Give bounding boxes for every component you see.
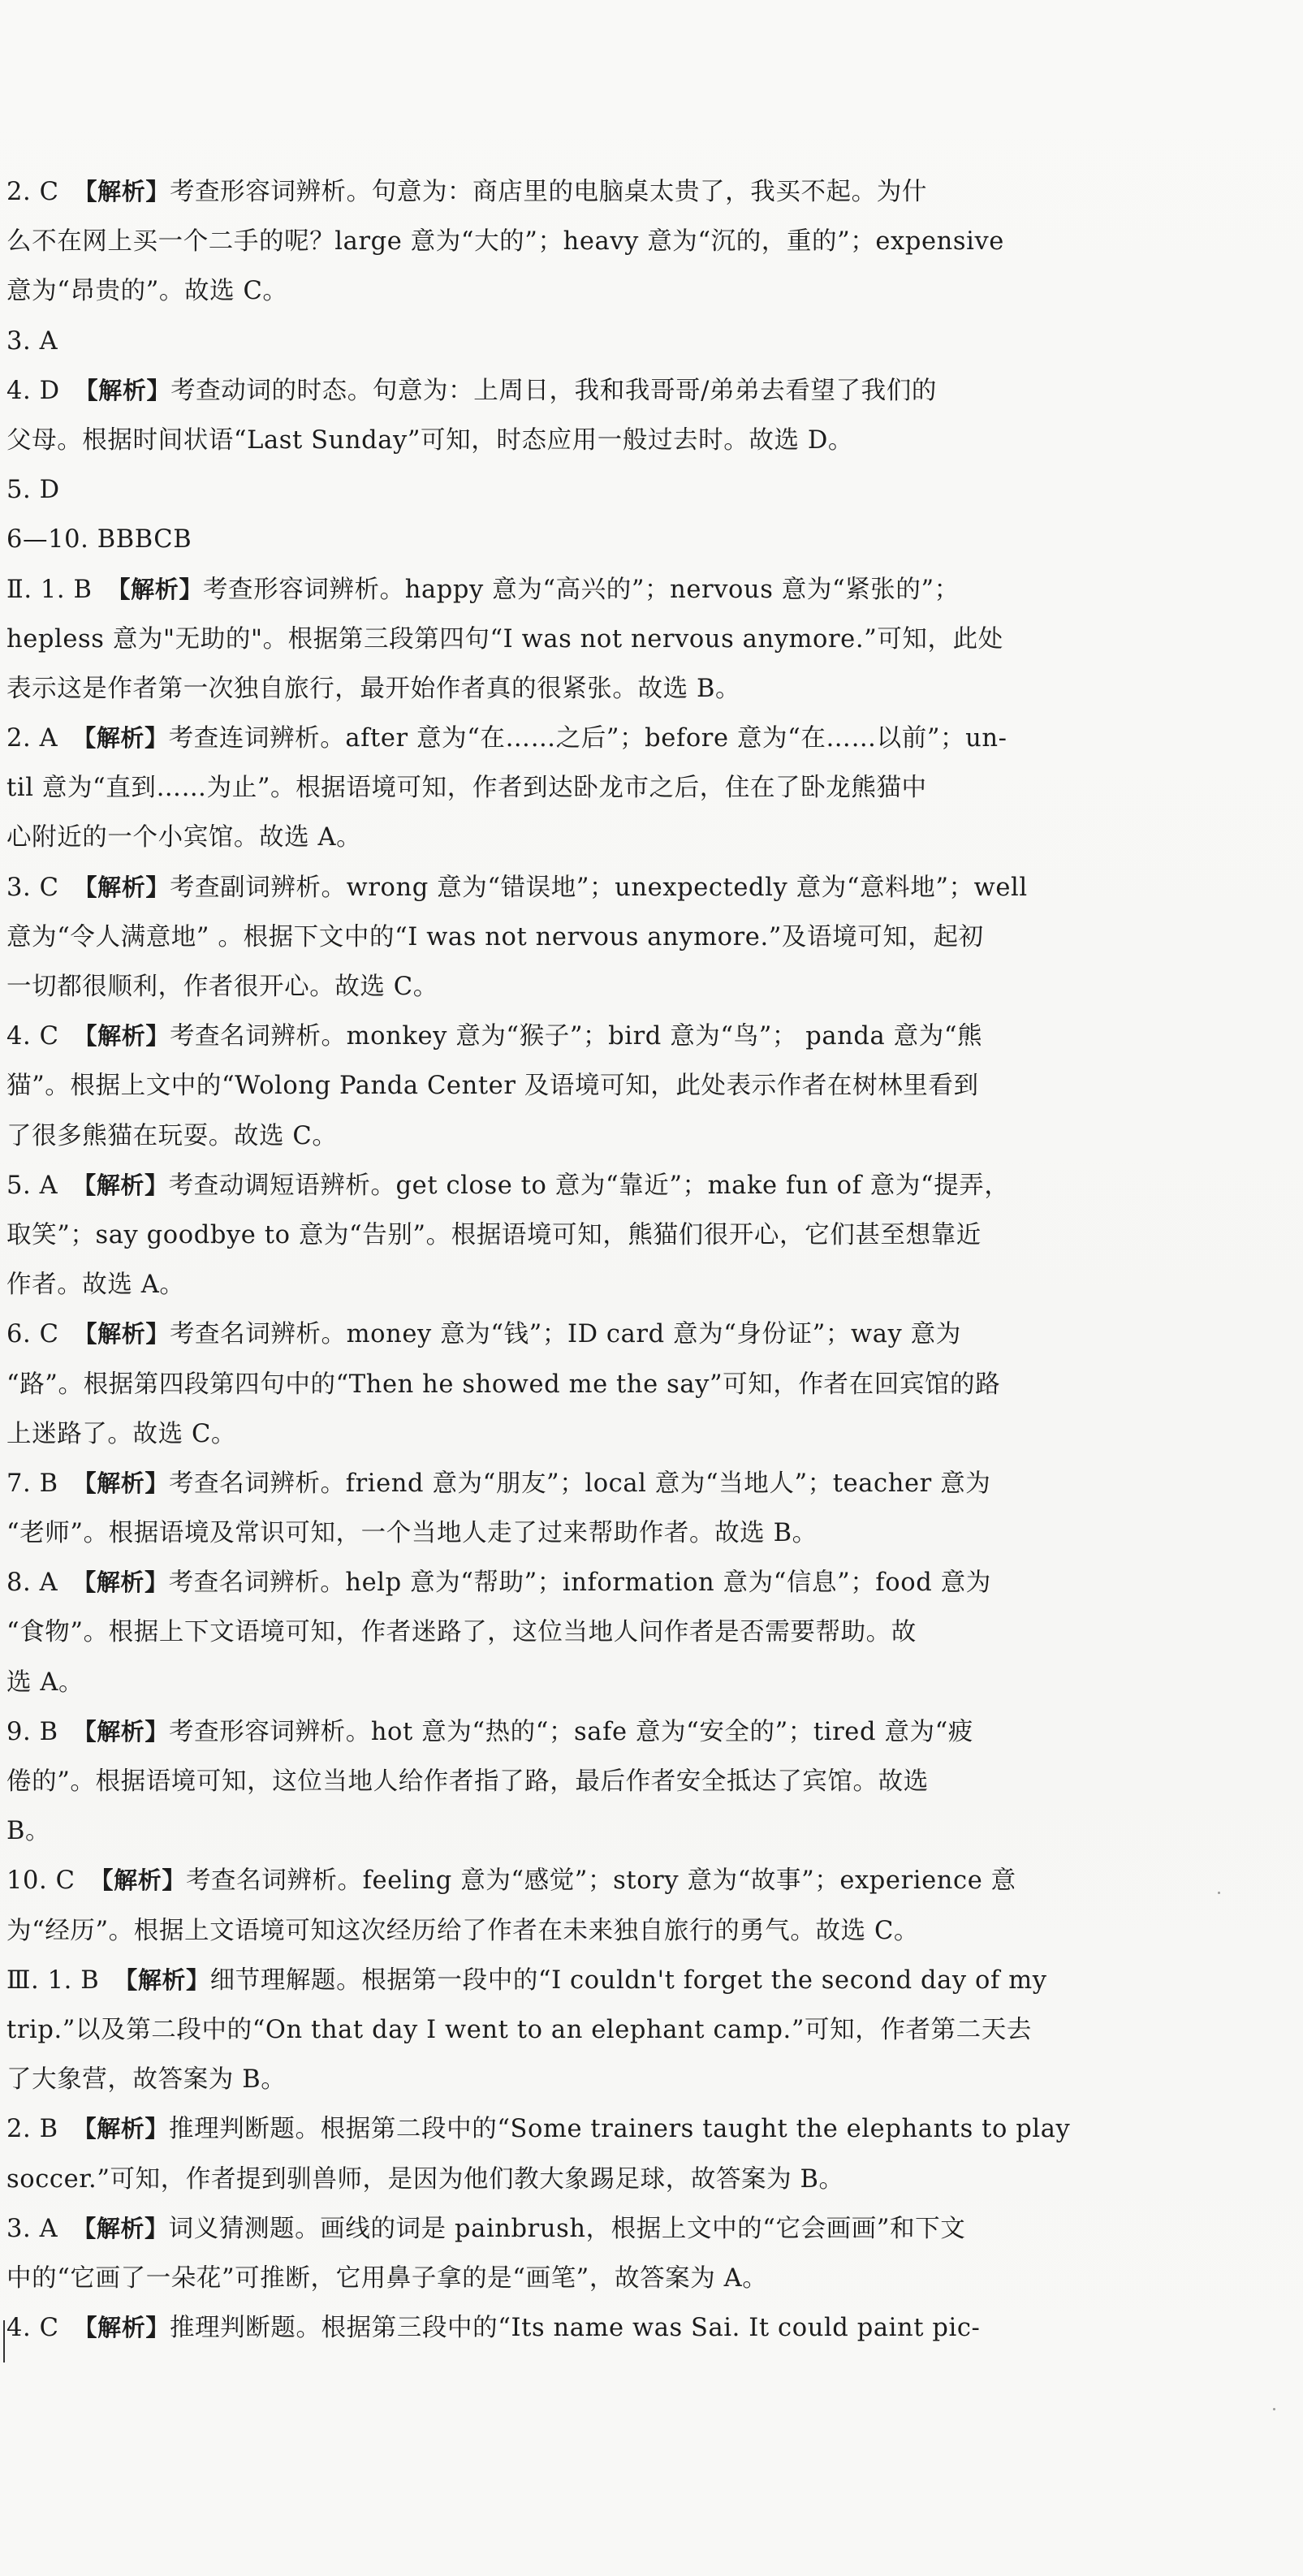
text-line (6, 1260, 1039, 1310)
question-number: 2. A (6, 724, 58, 753)
explanation-text: 考查名词辨析。friend 意为“朋友”；local 意为“当地人”；teacher 意为 (169, 1469, 991, 1498)
question-number: 5. A (6, 1171, 58, 1200)
text-line (6, 1111, 1039, 1161)
question-number: 6—10. BBBCB (6, 525, 192, 554)
text-line (6, 2055, 1039, 2104)
question-number: Ⅱ. 1. B (6, 575, 93, 604)
explanation-text: 了很多熊猫在玩耍。故选 C。 (6, 1121, 338, 1150)
text-line (6, 1061, 1039, 1111)
text-line (6, 167, 1039, 217)
text-line (6, 1757, 1039, 1806)
answer-explanations (6, 167, 1071, 2353)
text-line (6, 1161, 1039, 1210)
explanation-text: 意为“昂贵的”。故选 C。 (6, 277, 288, 306)
analysis-tag: 【解析】 (73, 873, 170, 901)
text-line (6, 1409, 1039, 1459)
text-line (6, 317, 1039, 366)
explanation-text: 上迷路了。故选 C。 (6, 1419, 237, 1448)
explanation-text: 考查名词辨析。feeling 意为“感觉”；story 意为“故事”；experience 意 (185, 1866, 1016, 1896)
analysis-tag: 【解析】 (114, 1965, 210, 1994)
text-line (6, 863, 1039, 913)
text-line (6, 714, 1039, 763)
explanation-text: 父母。根据时间状语“Last Sunday”可知，时态应用一般过去时。故选 D。 (6, 425, 853, 455)
explanation-text: 倦的”。根据语境可知，这位当地人给作者指了路，最后作者安全抵达了宾馆。故选 (6, 1767, 929, 1796)
explanation-text: 了大象营，故答案为 B。 (6, 2065, 287, 2095)
scan-speck (1273, 2408, 1275, 2410)
text-line (6, 1310, 1039, 1359)
scan-speck (1218, 1892, 1220, 1894)
analysis-tag: 【解析】 (73, 1320, 170, 1348)
explanation-text: til 意为“直到……为止”。根据语境可知，作者到达卧龙市之后，住在了卧龙熊猫中 (6, 774, 927, 803)
text-line (6, 1856, 1039, 1905)
text-line (6, 217, 1039, 266)
text-line (6, 2254, 1039, 2303)
analysis-tag: 【解析】 (74, 376, 171, 404)
analysis-tag: 【解析】 (73, 2314, 170, 2342)
text-line (6, 1806, 1039, 1856)
analysis-tag: 【解析】 (72, 1568, 169, 1597)
analysis-tag: 【解析】 (106, 575, 203, 603)
question-number: 3. A (6, 326, 58, 356)
explanation-text: soccer.”可知，作者提到驯兽师，是因为他们教大象踢足球，故答案为 B。 (6, 2164, 844, 2194)
text-line (6, 1558, 1039, 1607)
text-line (6, 1210, 1039, 1260)
text-line (6, 366, 1039, 416)
explanation-text: 考查形容词辨析。hot 意为“热的“；safe 意为“安全的”；tired 意为“疲 (169, 1717, 973, 1746)
question-number: 2. B (6, 2115, 58, 2144)
explanation-text: 考查名词辨析。monkey 意为“猴子”；bird 意为“鸟”； panda 意为“熊 (169, 1022, 983, 1051)
analysis-tag: 【解析】 (72, 2214, 169, 2242)
explanation-text: 细节理解题。根据第一段中的“I couldn't forget the second day of my (209, 1965, 1047, 1995)
question-number: 3. C (6, 873, 59, 902)
explanation-text: 考查名词辨析。money 意为“钱”；ID card 意为“身份证”；way 意为 (169, 1320, 961, 1349)
text-line (6, 2303, 1039, 2353)
question-number: Ⅲ. 1. B (6, 1965, 100, 1995)
explanation-text: 表示这是作者第一次独自旅行，最开始作者真的很紧张。故选 B。 (6, 674, 741, 703)
explanation-text: trip.”以及第二段中的“On that day I went to an elephant camp.”可知，作者第二天去 (6, 2015, 1032, 2044)
explanation-text: 为“经历”。根据上文语境可知这次经历给了作者在未来独自旅行的勇气。故选 C。 (6, 1916, 920, 1945)
text-line (6, 1956, 1047, 2005)
question-number: 2. C (6, 178, 59, 206)
explanation-text: 考查形容词辨析。happy 意为“高兴的”；nervous 意为“紧张的”； (202, 575, 960, 604)
explanation-text: 推理判断题。根据第二段中的“Some trainers taught the elephants to play (169, 2115, 1071, 2144)
text-line (6, 1658, 1039, 1707)
analysis-tag: 【解析】 (72, 1717, 170, 1745)
question-number: 5. D (6, 476, 60, 505)
explanation-text: “老师”。根据语境及常识可知，一个当地人走了过来帮助作者。故选 B。 (6, 1519, 818, 1548)
text-line (6, 813, 1039, 862)
explanation-text: “路”。根据第四段第四句中的“Then he showed me the say”可知，作者在回宾馆的路 (6, 1370, 1001, 1399)
analysis-tag: 【解析】 (89, 1866, 186, 1895)
question-number: 4. C (6, 1022, 59, 1051)
text-line (6, 1607, 1039, 1657)
analysis-tag: 【解析】 (72, 724, 169, 753)
explanation-text: 选 A。 (6, 1668, 84, 1697)
question-number: 6. C (6, 1320, 59, 1349)
explanation-text: 作者。故选 A。 (6, 1271, 185, 1300)
explanation-text: hepless 意为"无助的"。根据第三段第四句“I was not nervous anymore.”可知，此处 (6, 624, 1003, 654)
analysis-tag: 【解析】 (72, 1171, 169, 1199)
text-line (6, 2204, 1039, 2254)
text-line (6, 763, 1039, 813)
question-number: 10. C (6, 1866, 76, 1896)
explanation-text: 考查名词辨析。help 意为“帮助”；information 意为“信息”；food 意为 (168, 1568, 991, 1598)
text-line (6, 615, 1039, 664)
question-number: 9. B (6, 1717, 58, 1746)
text-line (6, 416, 1039, 465)
text-line (6, 515, 1039, 564)
analysis-tag: 【解析】 (73, 178, 170, 205)
text-line (6, 565, 1039, 615)
explanation-text: 中的“它画了一朵花”可推断，它用鼻子拿的是“画笔”，故答案为 A。 (6, 2263, 768, 2293)
explanation-text: 考查动词的时态。句意为：上周日，我和我哥哥/弟弟去看望了我们的 (170, 376, 937, 405)
text-line (6, 1508, 1039, 1558)
analysis-tag: 【解析】 (72, 2115, 170, 2143)
explanation-text: 意为“令人满意地” 。根据下文中的“I was not nervous anymore.”及语境可知，起初 (6, 922, 984, 951)
explanation-text: 考查副词辨析。wrong 意为“错误地”；unexpectedly 意为“意料地”；well (169, 873, 1028, 902)
text-line (6, 1906, 1039, 1956)
explanation-text: 心附近的一个小宾馆。故选 A。 (6, 823, 362, 852)
margin-rule (3, 2320, 5, 2362)
text-line (6, 1707, 1039, 1757)
explanation-text: 一切都很顺利，作者很开心。故选 C。 (6, 973, 438, 1001)
explanation-text: “食物”。根据上下文语境可知，作者迷路了，这位当地人问作者是否需要帮助。故 (6, 1618, 917, 1647)
text-line (6, 1012, 1039, 1061)
question-number: 8. A (6, 1568, 58, 1598)
text-line (6, 1459, 1039, 1508)
explanation-text: 词义猜测题。画线的词是 painbrush，根据上文中的“它会画画”和下文 (168, 2214, 966, 2243)
explanation-text: 推理判断题。根据第三段中的“Its name was Sai. It could paint pic- (169, 2314, 981, 2343)
explanation-text: 么不在网上买一个二手的呢？large 意为“大的”；heavy 意为“沉的，重的”；expensive (6, 227, 1004, 257)
explanation-text: 考查形容词辨析。句意为：商店里的电脑桌太贵了，我买不起。为什 (169, 178, 927, 206)
text-line (6, 2104, 1071, 2154)
explanation-text: 取笑”；say goodbye to 意为“告别”。根据语境可知，熊猫们很开心，它们甚至想靠近 (6, 1220, 982, 1249)
text-line (6, 962, 1039, 1012)
explanation-text: B。 (6, 1817, 51, 1846)
explanation-text: 考查连词辨析。after 意为“在……之后”；before 意为“在……以前”；un- (168, 724, 1007, 753)
text-line (6, 2005, 1039, 2055)
text-line (6, 465, 1039, 515)
analysis-tag: 【解析】 (73, 1022, 170, 1051)
question-number: 4. C (6, 2314, 59, 2343)
question-number: 4. D (6, 376, 60, 405)
text-line (6, 913, 1039, 962)
question-number: 7. B (6, 1469, 58, 1498)
question-number: 3. A (6, 2214, 58, 2243)
explanation-text: 考查动调短语辨析。get close to 意为“靠近”；make fun of 意为“提弄， (168, 1171, 1010, 1200)
explanation-text: 猫”。根据上文中的“Wolong Panda Center 及语境可知，此处表示作者在树林里看到 (6, 1072, 979, 1101)
text-line (6, 664, 1039, 714)
analysis-tag: 【解析】 (72, 1469, 170, 1497)
text-line (6, 1360, 1039, 1409)
text-line (6, 2155, 1039, 2204)
text-line (6, 266, 1039, 316)
